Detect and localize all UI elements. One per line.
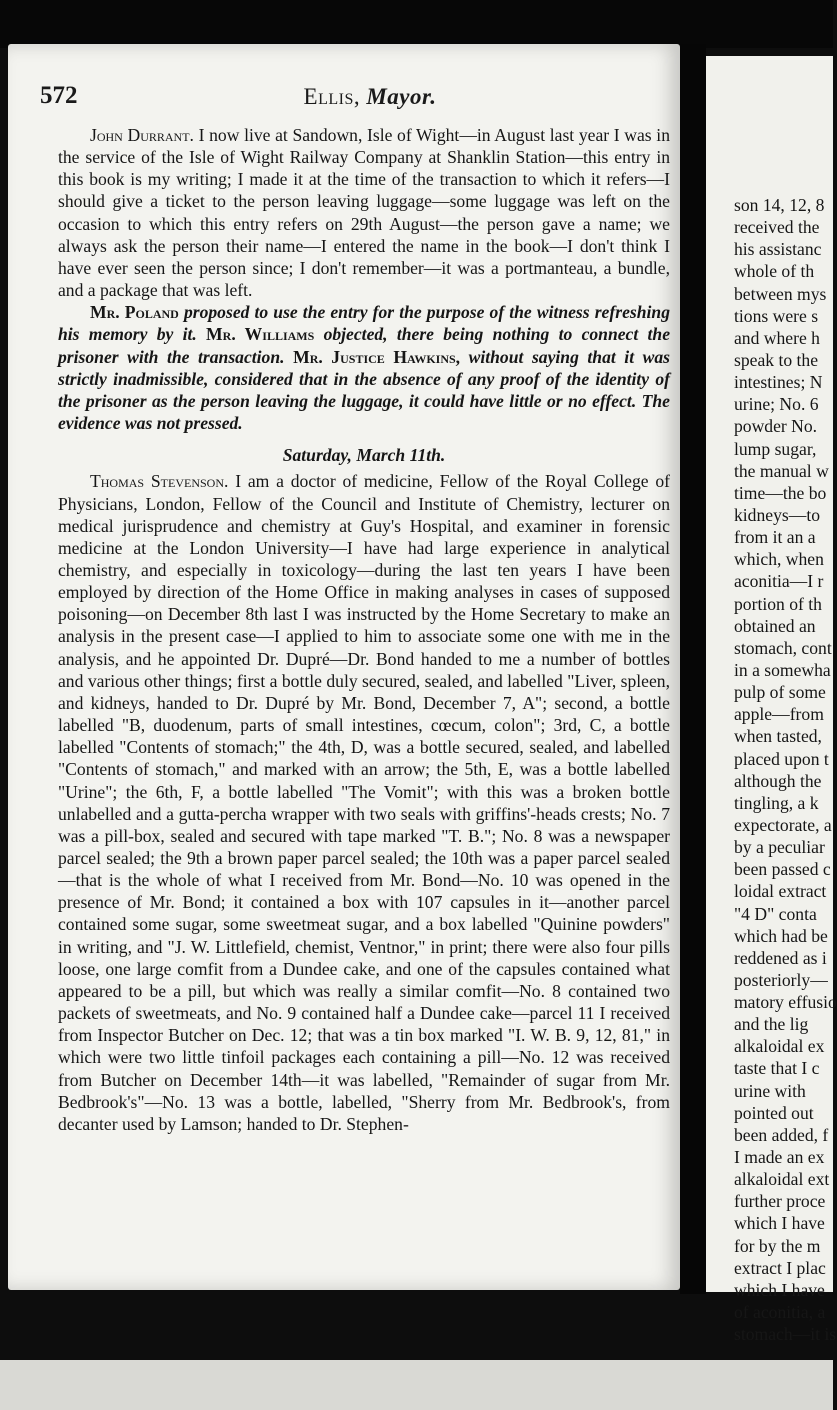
facing-page-line: received the [734,217,820,238]
facing-page-line: between mys [734,283,827,304]
facing-page-line: pulp of some [734,682,826,703]
page-header [40,82,670,118]
facing-page-line: speak to the [734,349,819,370]
direction-text: proposed to use the entry for the purpose of the witness refreshing his memory by it. [58,302,670,345]
facing-page-line: stomach, cont [734,637,832,658]
facing-page-line: extract I plac [734,1257,826,1278]
facing-page-line: powder No. [734,416,818,437]
book-gutter [680,44,706,1294]
facing-page-line: further proce [734,1191,826,1212]
facing-page-line: kidneys—to [734,504,821,525]
facing-page-line: placed upon t [734,748,829,769]
facing-page-line: "4 D" conta [734,903,817,924]
facing-page-line: by a peculiar [734,837,825,858]
facing-page-line: which, when [734,549,824,570]
facing-page-line: the manual w [734,460,829,481]
facing-page-line: alkaloidal ex [734,1036,825,1057]
facing-page-line: obtained an [734,615,816,636]
facing-page-line: expectorate, a [734,814,832,835]
speaker-name: Mr. Williams [206,324,315,345]
facing-page-line: which I have [734,1279,825,1300]
running-head [40,84,670,110]
facing-page-line: intestines; N [734,372,823,393]
page-body [58,124,670,1135]
facing-page-line: loidal extract [734,881,827,902]
facing-page-line: apple—from [734,704,824,725]
facing-page-line: urine; No. 6 [734,394,819,415]
direction-text: objected, there being nothing to connect the prisoner with the transaction. [58,324,671,367]
facing-page-line: been passed c [734,859,831,880]
facing-page-line: pointed out [734,1102,814,1123]
facing-page-line: when tasted, [734,726,822,747]
facing-page-line: stomach—it is [734,1324,837,1345]
speaker-name: Mr. Justice Hawkins, [293,346,461,367]
facing-page-line: been added, f [734,1124,829,1145]
facing-page-line: in a somewha [734,659,831,680]
facing-page-line: taste that I c [734,1058,820,1079]
facing-page-line: although the [734,770,822,791]
facing-page-line: and where h [734,327,820,348]
speaker-name: Thomas Stevenson. [90,471,229,492]
scan-top-border [0,0,833,48]
facing-page-line: which had be [734,925,828,946]
facing-page-line: lump sugar, [734,438,817,459]
facing-page-line: time—the bo [734,482,827,503]
facing-page-line: posteriorly— [734,969,828,990]
direction-text: without saying that it was strictly inadmissible, considered that in the absence of any proof of the identity of the prisoner as the person leaving the luggage, it could have little or no effect. The evidence was not pressed. [58,346,670,434]
facing-page-line: tions were s [734,305,819,326]
facing-page-line: urine with [734,1080,806,1101]
facing-page-text [734,194,837,1345]
facing-page-line: his assistanc [734,239,822,260]
facing-page-line: matory effusio [734,992,837,1013]
page-number: 572 [40,82,78,109]
speaker-name: John Durrant. [90,125,194,145]
facing-page-line: for by the m [734,1235,821,1256]
facing-page-line: tingling, a k [734,792,819,813]
testimony-text: I am a doctor of medicine, Fellow of the Royal College of Physicians, London, Fellow of the Council and Institute of Chemistry, lecturer on medical jurisprudence and chemistry at Guy's Hospital, and examiner in forensic medicine at the London University—I have had large experience in analytical chemistry, and especially in toxicology—during the last ten years I have been employed by direction of the Home Office in making analyses in cases of supposed poisoning—on December 8th last I was instructed by the Home Secretary to make an analysis in the present case—I applied to him to associate some one with me in the analysis, and he appointed Dr. Dupré—Dr. Bond handed to me a number of bottles and various other things; first a bottle duly secured, sealed, and labelled "Liver, spleen, and kidneys, handed to Dr. Dupré by Mr. Bond, December 7, A"; second, a bottle labelled "B, duodenum, parts of small intestines, cœcum, colon"; 3rd, C, a bottle labelled "Contents of stomach;" the 4th, D, was a bottle secured, sealed, and labelled "Contents of stomach," and marked with an arrow; the 5th, E, was a bottle labelled "Urine"; the 6th, F, a bottle labelled "The Vomit"; with this was a broken bottle unlabelled and a gutta-percha wrapper with two seals with griffins'-heads crests; No. 7 was a pill-box, sealed and secured with tape marked "T. B."; No. 8 was a newspaper parcel sealed; the 9th a brown paper parcel sealed; the 10th was a paper parcel sealed—that is the whole of what I received from Mr. Bond—No. 10 was opened in the presence of Mr. Bond; it contained a box with 107 capsules in it—another parcel contained some sugar, some sweetmeat sugar, and a box labelled "Quinine powders" in writing, and "J. W. Littlefield, chemist, Ventnor," in print; there were also four pills loose, one large comfit from a Dundee cake, and one of the capsules contained what appeared to be a pill, but which was really a similar comfit—No. 8 contained two packets of sweetmeats, and No. 9 contained half a Dundee cake—parcel 11 I received from Inspector Butcher on Dec. 12; that was a tin box marked "I. W. B. 9, 12, 81," in which were two little tinfoil packages each containing a pill—No. 12 was received from Butcher on December 14th—it was labelled, "Remainder of sugar from Mr. Bedbrook's"—No. 13 was a bottle, labelled, "Sherry from Mr. Bedbrook's, from decanter used by Lamson; handed to Dr. Stephen- [58,471,670,1134]
testimony-text: I now live at Sandown, Isle of Wight—in August last year I was in the service of the Isle of Wight Railway Company at Shanklin Station—this entry in this book is my writing; I made it at the time of the transaction to which it refers—I should give a ticket to the person leaving luggage—some luggage was left on the occasion to which this entry refers on 29th August—the person gave a name; we always ask the person their name—I entered the name in the book—I don't think I have ever seen the person since; I don't remember—it was a portmanteau, a bundle, and a package that was left. [58,125,670,301]
facing-page-line: portion of th [734,593,822,614]
running-head-title: Mayor. [366,84,437,109]
facing-page-line: reddened as i [734,947,827,968]
facing-page-line: from it an a [734,527,816,548]
facing-page [706,56,837,1345]
date-heading: Saturday, March 11th. [282,445,446,466]
scan-bottom-border [0,1360,833,1410]
running-head-name: Ellis, [303,84,361,109]
facing-page-line: I made an ex [734,1147,825,1168]
speaker-name: Mr. Poland [90,302,179,323]
facing-page-line: son 14, 12, 8 [734,195,825,215]
testimony-stevenson [58,470,670,1135]
facing-page-line: and the lig [734,1014,809,1035]
testimony-durrant [58,124,670,301]
court-direction [58,301,670,434]
facing-page-line: aconitia—I r [734,571,824,592]
facing-page-line: which I have [734,1213,825,1234]
facing-page-line: whole of th [734,261,815,282]
facing-page-line: alkaloidal ext [734,1169,830,1190]
facing-page-line: of aconitia, a [734,1302,826,1323]
